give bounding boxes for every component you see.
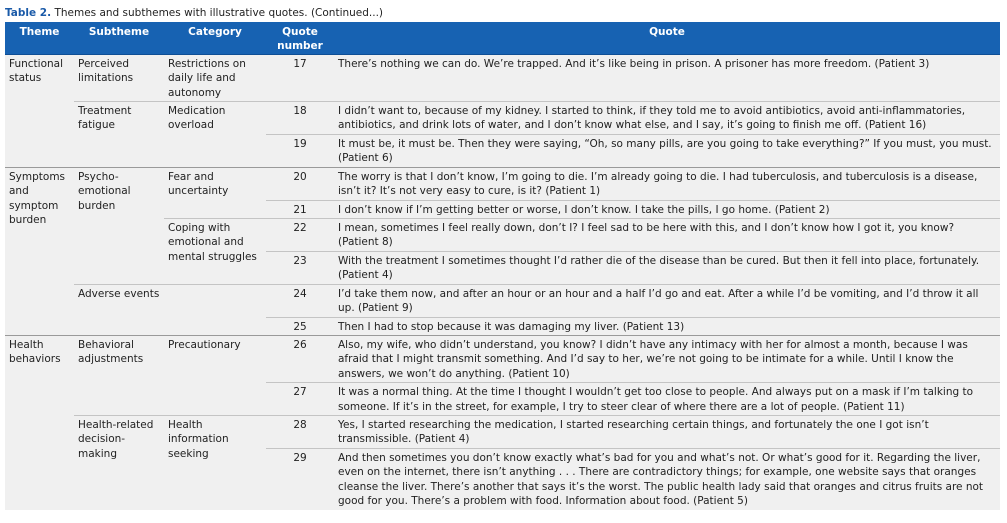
table-row (5, 284, 1000, 317)
quote-number-cell: 21 (266, 200, 334, 218)
category-cell: Fear and uncertainty (164, 167, 266, 218)
table-container (5, 5, 1005, 510)
category-cell (164, 284, 266, 335)
quote-cell: I’d take them now, and after an hour or an hour and a half I’d go and eat. After a while I’d be vomiting, and I’d throw it all up. (Patient 9) (334, 284, 1000, 317)
quote-cell: Also, my wife, who didn’t understand, you know? I didn’t have any intimacy with her for almost a month, because I was afraid that I might transmit something. And I’d say to her, we’re not going to be intimate for a while. Until I know the answers, we won’t do anything. (Patient 10) (334, 335, 1000, 382)
category-cell: Restrictions on daily life and autonomy (164, 54, 266, 101)
table-row (5, 54, 1000, 101)
category-cell: Coping with emotional and mental struggles (164, 219, 266, 285)
subtheme-cell: Adverse events (74, 284, 164, 335)
header-quote-number: Quote number (266, 22, 334, 54)
quote-cell: It must be, it must be. Then they were saying, “Oh, so many pills, are you going to take everything?” If you must, you must. (Patient 6) (334, 135, 1000, 168)
theme-cell: Symptoms and symptom burden (5, 167, 74, 335)
quote-number-cell: 18 (266, 102, 334, 135)
table-row (5, 415, 1000, 448)
quote-number-cell: 23 (266, 251, 334, 284)
quote-number-cell: 22 (266, 219, 334, 252)
subtheme-cell: Treatment fatigue (74, 102, 164, 168)
quote-cell: It was a normal thing. At the time I thought I wouldn’t get too close to people. And always put on a mask if I’m talking to someone. If it’s in the street, for example, I try to steer clear of where there are a lot of people. (Patient 11) (334, 383, 1000, 416)
header-row (5, 22, 1000, 54)
table-row (5, 335, 1000, 382)
subtheme-cell: Health-related decision-making (74, 415, 164, 510)
quote-cell: I don’t know if I’m getting better or worse, I don’t know. I take the pills, I go home. (Patient 2) (334, 200, 1000, 218)
header-subtheme: Subtheme (74, 22, 164, 54)
quote-cell: I didn’t want to, because of my kidney. I started to think, if they told me to avoid antibiotics, avoid anti-inflammatories, antibiotics, and drink lots of water, and I don’t know what else, and I say, it’s going to finish me off. (Patient 16) (334, 102, 1000, 135)
subtheme-cell: Behavioral adjustments (74, 335, 164, 415)
quote-number-cell: 20 (266, 167, 334, 200)
header-theme: Theme (5, 22, 74, 54)
quote-cell: There’s nothing we can do. We’re trapped. And it’s like being in prison. A prisoner has more freedom. (Patient 3) (334, 54, 1000, 101)
quote-number-cell: 25 (266, 317, 334, 335)
quote-number-cell: 19 (266, 135, 334, 168)
themes-table (5, 22, 1000, 510)
category-cell: Health information seeking (164, 415, 266, 510)
quote-number-cell: 24 (266, 284, 334, 317)
subtheme-cell: Perceived limitations (74, 54, 164, 101)
header-category: Category (164, 22, 266, 54)
theme-cell: Health behaviors (5, 335, 74, 510)
subtheme-cell: Psycho-emotional burden (74, 167, 164, 284)
table-caption (5, 5, 1005, 22)
quote-cell: Yes, I started researching the medication, I started researching certain things, and fortunately the one I got isn’t transmissible. (Patient 4) (334, 415, 1000, 448)
theme-cell: Functional status (5, 54, 74, 167)
quote-number-cell: 27 (266, 383, 334, 416)
quote-number-cell: 28 (266, 415, 334, 448)
quote-number-cell: 29 (266, 448, 334, 510)
header-quote: Quote (334, 22, 1000, 54)
quote-cell: Then I had to stop because it was damaging my liver. (Patient 13) (334, 317, 1000, 335)
category-cell: Medication overload (164, 102, 266, 168)
quote-cell: I mean, sometimes I feel really down, don’t I? I feel sad to be here with this, and I don’t know how I got it, you know? (Patient 8) (334, 219, 1000, 252)
category-cell: Precautionary (164, 335, 266, 415)
quote-cell: With the treatment I sometimes thought I’d rather die of the disease than be cured. But then it fell into place, fortunately. (Patient 4) (334, 251, 1000, 284)
table-label: Table 2. (5, 7, 52, 19)
table-row (5, 102, 1000, 135)
quote-cell: The worry is that I don’t know, I’m going to die. I’m already going to die. I had tuberculosis, and tuberculosis is a disease, isn’t it? It’s not very easy to cure, is it? (Patient 1) (334, 167, 1000, 200)
quote-number-cell: 26 (266, 335, 334, 382)
table-row (5, 167, 1000, 200)
table-title: Themes and subthemes with illustrative quotes. (Continued...) (54, 7, 384, 19)
quote-cell: And then sometimes you don’t know exactly what’s bad for you and what’s not. Or what’s good for it. Regarding the liver, even on the internet, there isn’t anything . . . There are contradictory things; for example, one website says that oranges cleanse the liver. There’s another that says it’s the worst. The public health lady said that oranges and citrus fruits are not good for you. There’s a problem with food. Information about food. (Patient 5) (334, 448, 1000, 510)
quote-number-cell: 17 (266, 54, 334, 101)
